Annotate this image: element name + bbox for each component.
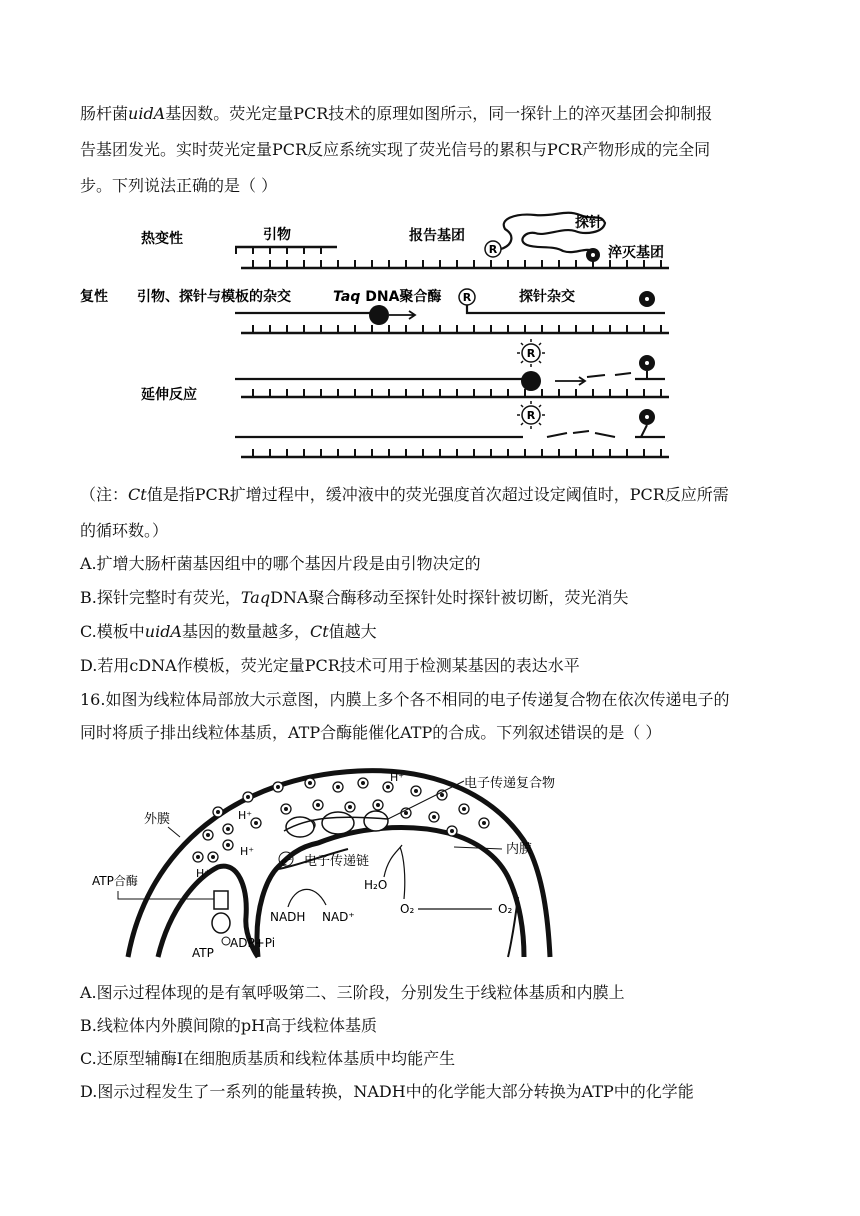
svg-text:R: R <box>526 347 536 360</box>
row-label-denature: 热变性 <box>141 231 183 247</box>
svg-text:R: R <box>526 409 536 422</box>
svg-text:R: R <box>462 291 472 304</box>
mitochondrion-figure <box>88 757 608 967</box>
svg-text:NAD⁺: NAD⁺ <box>322 910 355 924</box>
row-label-anneal: 复性 <box>80 289 108 305</box>
etc-chain-label: 电子传递链 <box>304 854 370 869</box>
q16-line-1: 16.如图为线粒体局部放大示意图，内膜上多个各不相同的电子传递复合物在依次传递电子的 <box>80 690 730 709</box>
intro-line-2: 告基团发光。实时荧光定量PCR反应系统实现了荧光信号的累积与PCR产物形成的完全同 <box>80 140 711 159</box>
q15-option-b: B.探针完整时有荧光，TaqDNA聚合酶移动至探针处时探针被切断，荧光消失 <box>80 588 629 607</box>
q16-option-c: C.还原型辅酶I在细胞质基质和线粒体基质中均能产生 <box>80 1049 456 1068</box>
svg-text:H⁺: H⁺ <box>240 845 255 858</box>
probe-hybridization-label: 探针杂交 <box>519 289 575 305</box>
q15-option-a: A.扩增大肠杆菌基因组中的哪个基因片段是由引物决定的 <box>80 554 481 573</box>
q15-option-c: C.模板中uidA基因的数量越多，Ct值越大 <box>80 622 377 641</box>
q15-option-d: D.若用cDNA作模板，荧光定量PCR技术可用于检测某基因的表达水平 <box>80 656 580 675</box>
svg-text:H⁺: H⁺ <box>238 809 253 822</box>
row-label-extension: 延伸反应 <box>141 387 197 403</box>
svg-text:O₂: O₂ <box>400 902 415 916</box>
svg-text:H⁺: H⁺ <box>390 771 405 784</box>
taq-polymerase-icon-2 <box>521 371 541 391</box>
pcr-principle-figure <box>75 205 685 470</box>
q16-option-a: A.图示过程体现的是有氧呼吸第二、三阶段，分别发生于线粒体基质和内膜上 <box>80 983 625 1002</box>
reporter-symbol: R <box>488 243 498 256</box>
svg-text:ATP: ATP <box>192 946 214 960</box>
quencher-label: 淬灭基团 <box>608 245 664 261</box>
q16-option-b: B.线粒体内外膜间隙的pH高于线粒体基质 <box>80 1016 378 1035</box>
taq-label: Taq DNA聚合酶 <box>333 289 442 305</box>
primer-ticks <box>235 247 337 254</box>
taq-polymerase-icon <box>369 305 389 325</box>
probe-label: 探针 <box>575 215 603 231</box>
etc-complex-label: 电子传递复合物 <box>464 776 556 791</box>
svg-text:ADP+Pi: ADP+Pi <box>230 936 276 950</box>
reporter-label: 报告基团 <box>409 228 465 244</box>
intro-line-1: 肠杆菌uidA基因数。荧光定量PCR技术的原理如图所示，同一探针上的淬灭基团会抑制报 <box>80 104 713 123</box>
q16-line-2: 同时将质子排出线粒体基质，ATP合酶能催化ATP的合成。下列叙述错误的是（ ） <box>80 723 662 742</box>
svg-text:H⁺: H⁺ <box>196 867 211 880</box>
svg-text:NADH: NADH <box>270 910 306 924</box>
primer-label: 引物 <box>263 227 291 243</box>
svg-text:e⁻: e⁻ <box>281 857 293 868</box>
q16-option-d: D.图示过程发生了一系列的能量转换，NADH中的化学能大部分转换为ATP中的化学能 <box>80 1082 694 1101</box>
inner-membrane-label: 内膜 <box>506 842 533 857</box>
probe-bound <box>467 305 665 313</box>
note-line-2: 的循环数。） <box>80 521 169 540</box>
note-line-1: （注：Ct值是指PCR扩增过程中，缓冲液中的荧光强度首次超过设定阈值时，PCR反应所需 <box>80 485 729 504</box>
svg-text:H₂O: H₂O <box>364 878 388 892</box>
intro-line-3: 步。下列说法正确的是（ ） <box>80 176 278 195</box>
outer-membrane-label: 外膜 <box>144 812 171 827</box>
inner-membrane <box>158 828 524 957</box>
atp-synthase-icon <box>214 891 228 909</box>
row-label-hybridize: 引物、探针与模板的杂交 <box>137 289 291 305</box>
svg-text:O₂: O₂ <box>498 902 513 916</box>
atp-synthase-label: ATP合酶 <box>92 874 138 888</box>
